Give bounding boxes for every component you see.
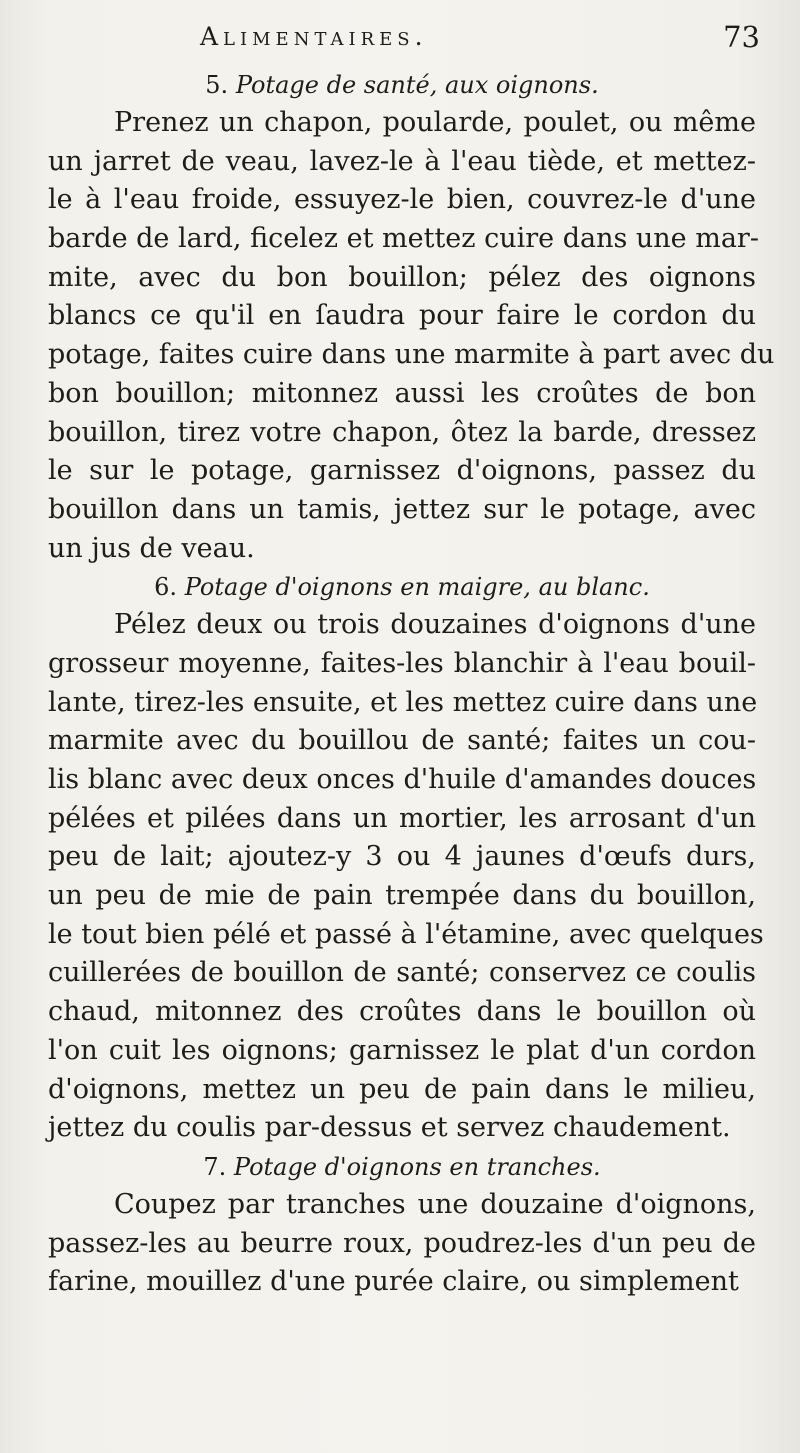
text-line: blancs ce qu'il en ſaudra pour faire le cordon du xyxy=(48,300,756,332)
text-line: le à l'eau froide, essuyez-le bien, couvrez-le d'une xyxy=(48,184,756,216)
section-title: Potage de santé, aux oignons. xyxy=(235,71,599,99)
text-line: lante, tirez-les ensuite, et les mettez cuire dans une xyxy=(48,686,758,718)
text-line: un jarret de veau, lavez-le à l'eau tiède, et mettez- xyxy=(48,145,756,177)
section-number: 5. xyxy=(205,71,229,99)
section-heading xyxy=(48,66,756,104)
text-line: potage, faites cuire dans une marmite à part avec du xyxy=(48,339,775,371)
section-heading xyxy=(48,568,756,606)
section-number: 7. xyxy=(203,1152,227,1181)
body-text xyxy=(48,66,775,1302)
text-line: lis blanc avec deux onces d'huile d'amandes douces xyxy=(48,764,757,795)
text-line: le tout bien pélé et passé à l'étamine, avec quelques xyxy=(48,918,764,950)
paragraph xyxy=(48,1186,756,1302)
paragraph xyxy=(48,104,775,568)
text-line: bon bouillon; mitonnez aussi les croûtes de bon xyxy=(48,377,756,409)
text-line: barde de lard, ficelez et mettez cuire dans une mar- xyxy=(48,223,759,255)
text-line: cuillerées de bouillon de santé; conservez ce coulis xyxy=(48,957,756,989)
text-line: chaud, mitonnez des croûtes dans le bouillon où xyxy=(48,996,756,1028)
text-line: mite, avec du bon bouillon; pélez des oignons xyxy=(48,261,756,293)
text-line: Coupez par tranches une douzaine d'oignons, xyxy=(114,1188,756,1220)
text-line: grosseur moyenne, faites-les blanchir à l'eau bouil- xyxy=(48,647,756,679)
text-line: pélées et pilées dans un mortier, les arrosant d'un xyxy=(48,802,756,834)
text-line: le sur le potage, garnissez d'oignons, passez du xyxy=(48,455,756,487)
text-line: marmite avec du bouillou de santé; faites un cou- xyxy=(48,725,756,757)
text-line: bouillon, tirez votre chapon, ôtez la barde, dressez xyxy=(48,416,756,448)
paragraph xyxy=(48,606,764,1148)
running-title: Alimentaires. xyxy=(200,22,428,51)
text-line: jettez du coulis par-dessus et servez chaudement. xyxy=(48,1112,731,1144)
text-line: d'oignons, mettez un peu de pain dans le milieu, xyxy=(48,1073,756,1105)
text-line: Prenez un chapon, poularde, poulet, ou même xyxy=(114,107,756,138)
page-number: 73 xyxy=(723,20,760,54)
text-line: peu de lait; ajoutez-y 3 ou 4 jaunes d'œufs durs, xyxy=(48,841,756,873)
section-number: 6. xyxy=(154,573,178,602)
text-line: bouillon dans un tamis, jettez sur le potage, avec xyxy=(48,493,756,525)
text-line: un peu de mie de pain trempée dans du bouillon, xyxy=(48,880,756,912)
section-title: Potage d'oignons en maigre, au blanc. xyxy=(184,573,650,602)
text-line: un jus de veau. xyxy=(48,532,255,564)
text-line: l'on cuit les oignons; garnissez le plat d'un cordon xyxy=(48,1034,756,1066)
text-line: passez-les au beurre roux, poudrez-les d'un peu de xyxy=(48,1227,756,1259)
text-line: Pélez deux ou trois douzaines d'oignons d'une xyxy=(114,609,756,641)
text-line: farine, mouillez d'une purée claire, ou simplement xyxy=(48,1266,739,1298)
section-title: Potage d'oignons en tranches. xyxy=(233,1152,601,1181)
page-header xyxy=(0,18,800,62)
section-heading xyxy=(48,1148,756,1186)
